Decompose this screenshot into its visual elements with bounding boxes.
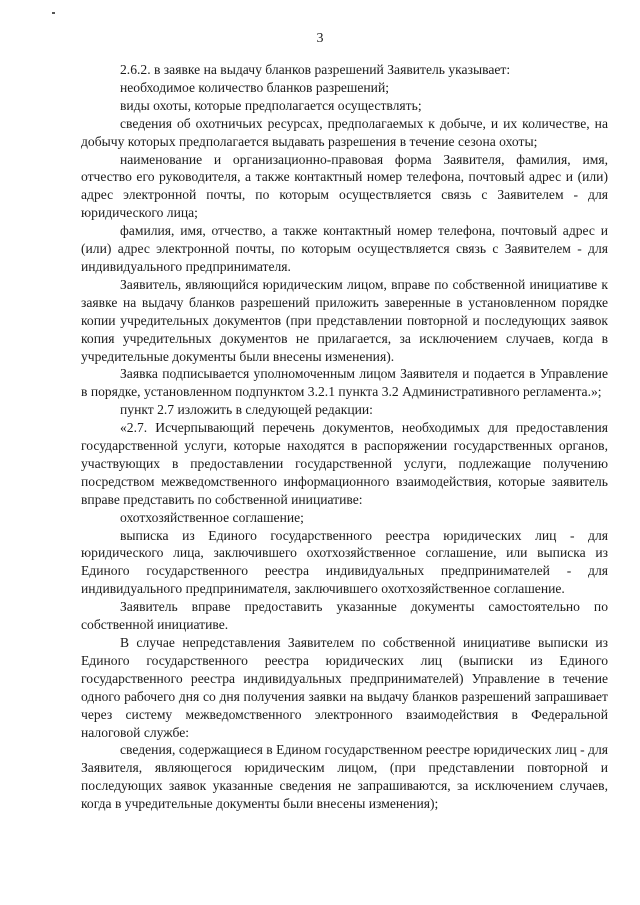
paragraph: необходимое количество бланков разрешений; bbox=[120, 79, 389, 95]
paragraph: 2.6.2. в заявке на выдачу бланков разрешений Заявитель указывает: bbox=[120, 62, 511, 77]
paragraph: охотхозяйственное соглашение; bbox=[120, 509, 304, 525]
paragraph: наименование и организационно-правовая форма Заявителя, фамилия, имя, отчество его руководителя, а также контактный номер телефона, почтовый адрес и (или) адрес электронной почты, по которым осуществляется связь с Заявителем - для юридического лица; bbox=[81, 151, 608, 221]
paragraph: пункт 2.7 изложить в следующей редакции: bbox=[120, 402, 373, 418]
paragraph: фамилия, имя, отчество, а также контактный номер телефона, почтовый адрес и (или) адрес электронной почты, по которым осуществляется связь с Заявителем - для индивидуального предпринимателя. bbox=[81, 223, 608, 274]
paragraph: В случае непредставления Заявителем по собственной инициативе выписки из Единого государственного реестра юридических лиц (выписки из Единого государственного реестра индивидуальных предпринимателей) Управление в течение одного рабочего дня со дня получения заявки на выдачу бланков разрешений запрашивает через систему межведомственного электронного взаимодействия в Федеральной налоговой службе: bbox=[81, 635, 608, 740]
paragraph: «2.7. Исчерпывающий перечень документов, необходимых для предоставления государственной услуги, которые находятся в распоряжении государственных органов, участвующих в предоставлении государственной услуги, подлежащие получению посредством межведомственного информационного взаимодействия, которые заявитель вправе представить по собственной инициативе: bbox=[81, 420, 608, 507]
paragraph: виды охоты, которые предполагается осуществлять; bbox=[120, 97, 422, 113]
paragraph: сведения об охотничьих ресурсах, предполагаемых к добыче, и их количестве, на добычу которых предполагается выдавать разрешения в течение сезона охоты; bbox=[81, 115, 608, 149]
paragraph: сведения, содержащиеся в Едином государственном реестре юридических лиц - для Заявителя, являющегося юридическим лицом, (при представлении повторной и последующих заявок указанные сведения не запрашиваются, за исключением случаев, когда в учредительные документы были внесены изменения); bbox=[81, 742, 608, 812]
paragraph: выписка из Единого государственного реестра юридических лиц - для юридического лица, заключившего охотхозяйственное соглашение, или выписка из Единого государственного реестра индивидуальных предпринимателей - для индивидуального предпринимателя, заключившего охотхозяйственное соглашение. bbox=[81, 527, 608, 597]
page-number: 3 bbox=[316, 31, 324, 46]
paragraph: Заявитель, являющийся юридическим лицом, вправе по собственной инициативе к заявке на выдачу бланков разрешений приложить заверенные в установленном порядке копии учредительных документов (при представлении повторной и последующих заявок копия учредительных документов не прилагается, за исключением случаев, когда в учредительные документы были внесены изменения). bbox=[81, 276, 608, 364]
paragraph: Заявитель вправе предоставить указанные документы самостоятельно по собственной инициативе. bbox=[81, 599, 608, 633]
document-body bbox=[81, 61, 608, 813]
paragraph: Заявка подписывается уполномоченным лицом Заявителя и подается в Управление в порядке, установленном подпунктом 3.2.1 пункта 3.2 Административного регламента.»; bbox=[81, 366, 608, 400]
scan-speck bbox=[52, 12, 55, 14]
